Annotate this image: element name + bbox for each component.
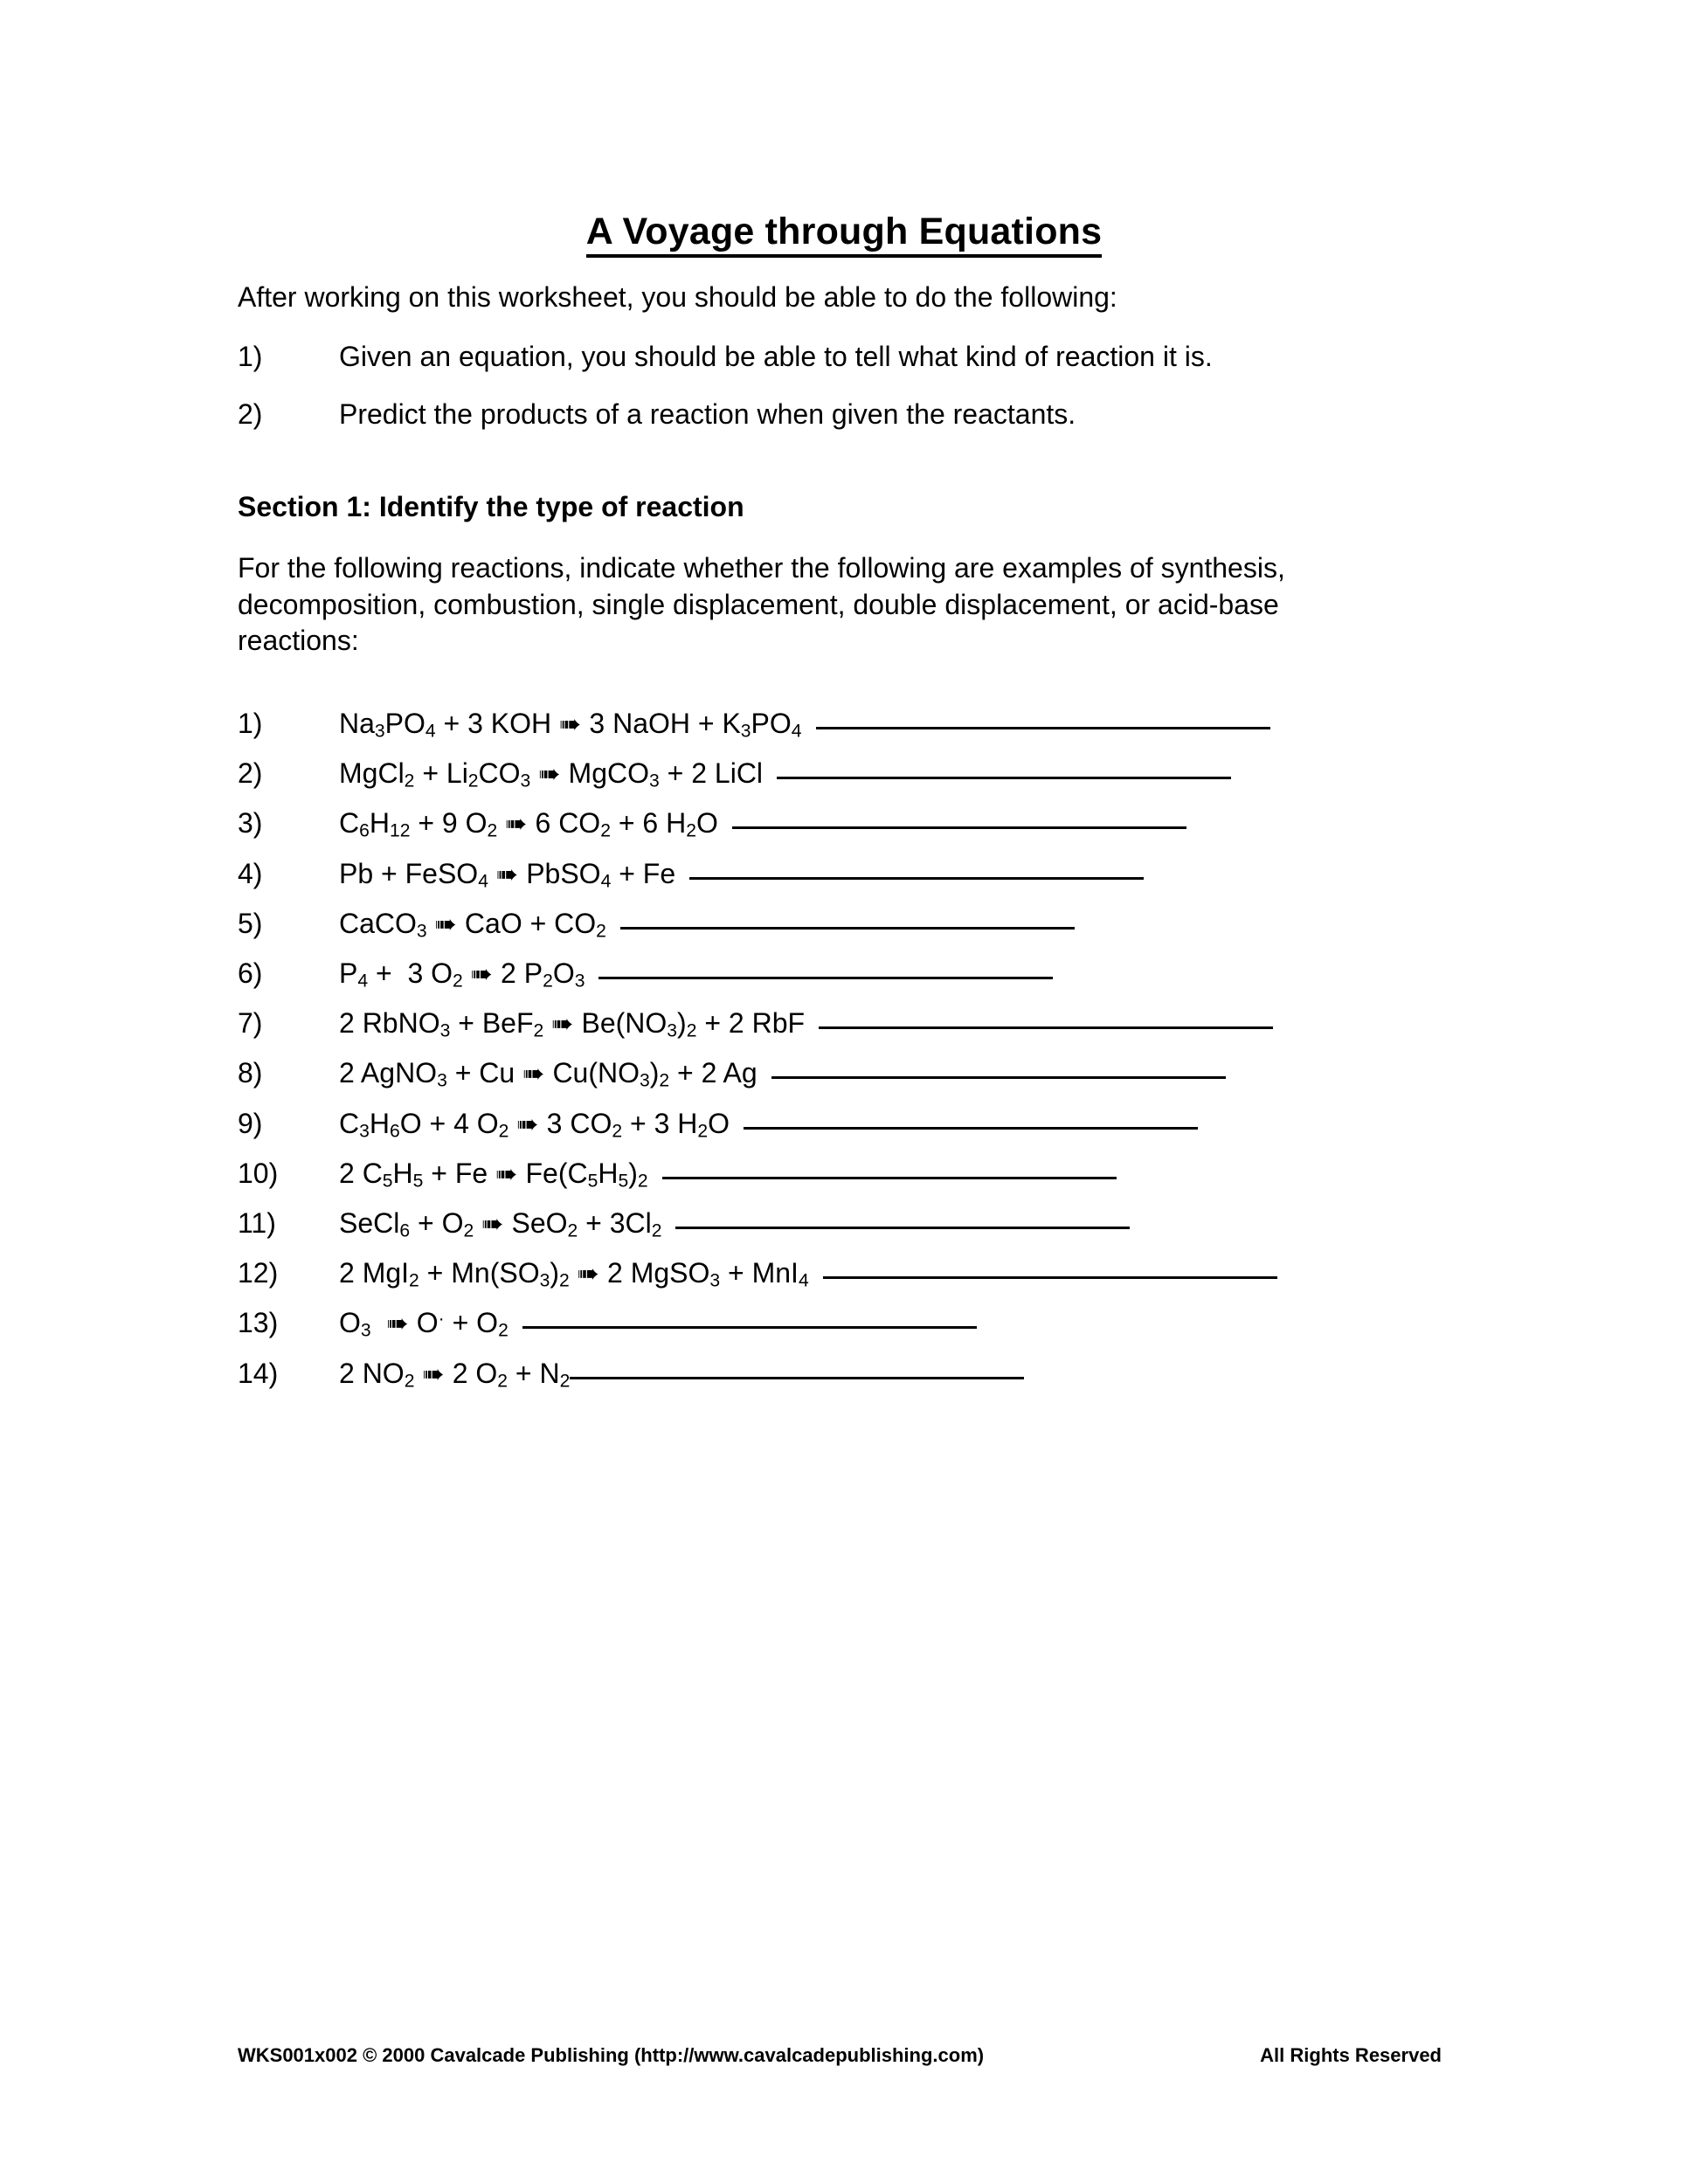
answer-blank-line[interactable] — [744, 1126, 1198, 1130]
equation-row — [238, 1108, 1198, 1140]
equation-row — [238, 1358, 1024, 1390]
equation-number: 14) — [238, 1357, 279, 1389]
equation-formula: SeCl$_6$ + $O_2$ ➠ $SeO_2 + 3Cl_2$ — [339, 1207, 662, 1241]
equation-number: 9) — [238, 1107, 263, 1139]
equation-row — [238, 1257, 1277, 1289]
answer-blank-line[interactable] — [522, 1325, 977, 1329]
answer-blank-line[interactable] — [662, 1176, 1117, 1179]
equation-number: 6) — [238, 957, 263, 989]
objective-number-1: 1) — [238, 341, 263, 372]
answer-blank-line[interactable] — [598, 976, 1053, 979]
equation-row — [238, 1207, 1130, 1240]
footer-rights: All Rights Reserved — [1260, 2044, 1442, 2066]
equation-formula: $O_3$ ➠ $O^\cdot + O_2$ — [339, 1307, 508, 1342]
answer-blank-line[interactable] — [689, 876, 1144, 880]
answer-blank-line[interactable] — [816, 726, 1270, 729]
equation-number: 1) — [238, 708, 263, 739]
equation-row — [238, 1307, 977, 1342]
equation-row — [238, 908, 1075, 940]
answer-blank-line[interactable] — [570, 1376, 1024, 1379]
equation-row — [238, 807, 1186, 840]
answer-blank-line[interactable] — [823, 1275, 1277, 1279]
objective-text-1: Given an equation, you should be able to tell what kind of reaction it is. — [339, 341, 1213, 372]
objective-item-1 — [238, 339, 1213, 374]
equation-formula: 2 $NO_2$ ➠ 2 $O_2 + N_2$ — [339, 1357, 571, 1392]
equation-formula: CaCO$_3$ ➠ CaO + $CO_2$ — [339, 907, 606, 942]
equation-row — [238, 1158, 1117, 1190]
equation-number: 4) — [238, 857, 263, 889]
answer-blank-line[interactable] — [819, 1026, 1273, 1029]
equation-formula: Pb + FeSO$_4$ ➠ PbSO$_4$ + Fe — [339, 857, 676, 892]
equation-number: 7) — [238, 1007, 263, 1040]
objective-number-2: 2) — [238, 398, 263, 430]
equation-number: 13) — [238, 1307, 279, 1339]
equation-number: 2) — [238, 757, 263, 790]
section-heading: Section 1: Identify the type of reaction — [238, 491, 744, 522]
equation-row — [238, 1007, 1273, 1040]
equation-formula: 2 $MgI_2 + Mn(SO_3)_2$ ➠ 2 MgSO$_3$ + MnI$_4$ — [339, 1257, 809, 1291]
equation-number: 3) — [238, 807, 263, 840]
equation-row — [238, 858, 1144, 890]
equation-formula: $C_6H_{12} + 9$ $O_2$ ➠ 6 $CO_2 + 6$ $H_2O$ — [339, 807, 718, 842]
equation-number: 10) — [238, 1157, 279, 1189]
equation-formula: $C_3H_6O + 4$ $O_2$ ➠ 3 $CO_2 + 3$ $H_2O$ — [339, 1107, 730, 1142]
answer-blank-line[interactable] — [777, 776, 1231, 779]
page-footer — [238, 2044, 1450, 2067]
equation-formula: $Na_3PO_4 + 3$ KOH ➠ 3 NaOH + $K_3PO_4$ — [339, 708, 802, 742]
equation-formula: $P_4 + 3$ $O_2$ ➠ 2 $P_2O_3$ — [339, 957, 585, 992]
footer-copyright: WKS001x002 © 2000 Cavalcade Publishing (http://www.cavalcadepublishing.com) — [238, 2044, 985, 2066]
intro-lead-text: After working on this worksheet, you should be able to do the following: — [238, 281, 1117, 313]
answer-blank-line[interactable] — [732, 826, 1186, 829]
equation-row — [238, 757, 1231, 790]
objective-item-2 — [238, 397, 1076, 432]
equation-row — [238, 957, 1053, 990]
equation-number: 5) — [238, 907, 263, 939]
section-description: For the following reactions, indicate whether the following are examples of synthesis, decomposition, combustion, single displacement, double displacement, or acid-base reactions: — [238, 552, 1285, 657]
equation-number: 12) — [238, 1257, 279, 1289]
page-title — [0, 211, 1688, 253]
page-title-text: A Voyage through Equations — [586, 211, 1103, 258]
objective-text-2: Predict the products of a reaction when given the reactants. — [339, 398, 1076, 430]
equation-number: 11) — [238, 1207, 276, 1239]
equation-formula: MgCl$_2$ + $Li_2CO_3$ ➠ MgCO$_3$ + 2 LiCl — [339, 757, 764, 791]
equation-formula: 2 RbNO$_3$ + BeF$_2$ ➠ $Be(NO_3)_2 + 2$ RbF — [339, 1007, 806, 1041]
answer-blank-line[interactable] — [620, 926, 1075, 930]
answer-blank-line[interactable] — [675, 1226, 1130, 1229]
answer-blank-line[interactable] — [771, 1075, 1226, 1079]
equation-number: 8) — [238, 1057, 263, 1089]
equation-formula: 2 $C_5H_5 + Fe$ ➠ $Fe(C_5H_5)_2$ — [339, 1157, 648, 1192]
equation-row — [238, 708, 1270, 740]
equation-formula: 2 AgNO$_3$ + Cu ➠ $Cu(NO_3)_2 + 2$ Ag — [339, 1057, 758, 1092]
equation-row — [238, 1057, 1226, 1092]
